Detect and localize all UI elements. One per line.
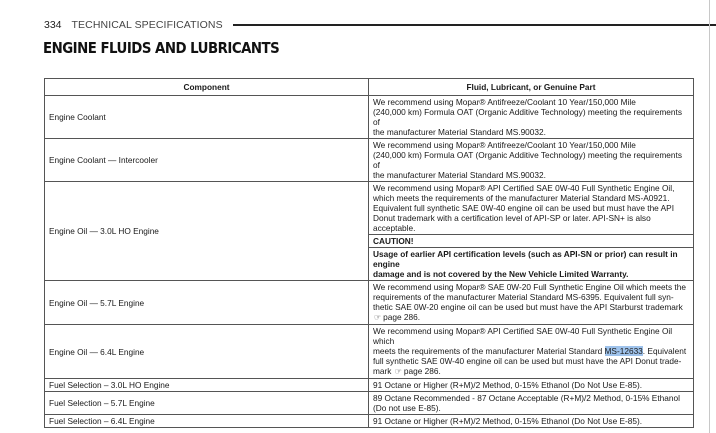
page-ref-link[interactable]: page 286. bbox=[403, 366, 441, 376]
table-header-row bbox=[45, 79, 694, 96]
component-cell: Engine Coolant bbox=[45, 96, 369, 139]
fluid-line: (240,000 km) Formula OAT (Organic Additive Technology) meeting the requirements of bbox=[373, 150, 682, 170]
page-edge-divider bbox=[709, 0, 710, 433]
fluid-line: We recommend using Mopar® SAE 0W-20 Full Synthetic Engine Oil which meets the bbox=[373, 282, 686, 292]
table-row bbox=[45, 325, 694, 379]
fluid-line: We recommend using Mopar® Antifreeze/Coolant 10 Year/150,000 Mile bbox=[373, 97, 636, 107]
table-row bbox=[45, 379, 694, 392]
header-rule bbox=[233, 24, 716, 26]
caution-line: damage and is not covered by the New Vehicle Limited Warranty. bbox=[373, 269, 629, 279]
fluid-cell bbox=[369, 325, 694, 379]
table-row bbox=[45, 139, 694, 182]
component-cell: Fuel Selection – 5.7L Engine bbox=[45, 392, 369, 415]
highlighted-standard: MS-12633 bbox=[604, 346, 643, 356]
table-row bbox=[45, 96, 694, 139]
fluid-line: (240,000 km) Formula OAT (Organic Additive Technology) meeting the requirements of bbox=[373, 107, 682, 127]
fluid-line: the manufacturer Material Standard MS.90032. bbox=[373, 127, 546, 137]
fluid-line: We recommend using Mopar® API Certified SAE 0W-40 Full Synthetic Engine Oil, bbox=[373, 183, 675, 193]
fluid-cell bbox=[369, 182, 694, 235]
component-cell: Engine Oil — 5.7L Engine bbox=[45, 281, 369, 325]
fluid-line bbox=[373, 346, 689, 356]
pointing-hand-icon: ☞ bbox=[394, 367, 402, 376]
fluid-text: mark bbox=[373, 366, 392, 376]
fluid-line: We recommend using Mopar® API Certified SAE 0W-40 Full Synthetic Engine Oil which bbox=[373, 326, 673, 346]
table-row bbox=[45, 415, 694, 428]
fluid-line: 91 Octane or Higher (R+M)/2 Method, 0-15% Ethanol (Do Not Use E-85). bbox=[373, 416, 643, 426]
fluid-cell bbox=[369, 379, 694, 392]
section-title: TECHNICAL SPECIFICATIONS bbox=[71, 19, 223, 31]
component-cell: Fuel Selection – 6.4L Engine bbox=[45, 415, 369, 428]
table-row bbox=[45, 392, 694, 415]
fluid-line: We recommend using Mopar® Antifreeze/Coolant 10 Year/150,000 Mile bbox=[373, 140, 636, 150]
page-header bbox=[44, 17, 716, 33]
fluid-cell bbox=[369, 415, 694, 428]
fluid-line: 91 Octane or Higher (R+M)/2 Method, 0-15% Ethanol (Do Not Use E-85). bbox=[373, 380, 643, 390]
fluid-cell bbox=[369, 281, 694, 325]
fluid-line: 89 Octane Recommended - 87 Octane Acceptable (R+M)/2 Method, 0-15% Ethanol bbox=[373, 393, 680, 403]
table-row bbox=[45, 281, 694, 325]
fluid-line: (Do not use E-85). bbox=[373, 403, 441, 413]
caution-text bbox=[369, 248, 694, 281]
page-reference bbox=[373, 312, 689, 323]
fluid-text: meets the requirements of the manufacturer Material Standard bbox=[373, 346, 605, 356]
fluid-cell bbox=[369, 392, 694, 415]
column-header-fluid: Fluid, Lubricant, or Genuine Part bbox=[369, 79, 694, 96]
table-row bbox=[45, 182, 694, 235]
component-cell: Engine Oil — 6.4L Engine bbox=[45, 325, 369, 379]
fluid-line bbox=[373, 366, 689, 377]
component-cell: Engine Oil — 3.0L HO Engine bbox=[45, 182, 369, 281]
pointing-hand-icon: ☞ bbox=[374, 313, 382, 322]
column-header-component: Component bbox=[45, 79, 369, 96]
fluids-table bbox=[44, 78, 694, 428]
component-cell: Engine Coolant — Intercooler bbox=[45, 139, 369, 182]
caution-label: CAUTION! bbox=[369, 235, 694, 248]
fluid-line: thetic SAE 0W-20 engine oil can be used but must have the API Starburst trademark bbox=[373, 302, 683, 312]
page-number: 334 bbox=[44, 19, 62, 31]
fluid-line: requirements of the manufacturer Material Standard MS-6395. Equivalent full syn- bbox=[373, 292, 674, 302]
fluid-line: the manufacturer Material Standard MS.90032. bbox=[373, 170, 546, 180]
fluid-line: Equivalent full synthetic SAE 0W-40 engine oil can be used but must have the API bbox=[373, 203, 675, 213]
fluid-line: acceptable. bbox=[373, 223, 416, 233]
fluid-line: Donut trademark with a certification level of API-SP or later. API-SN+ is also bbox=[373, 213, 651, 223]
caution-line: Usage of earlier API certification levels (such as API-SN or prior) can result in engine bbox=[373, 249, 678, 269]
page-title: ENGINE FLUIDS AND LUBRICANTS bbox=[43, 39, 280, 57]
fluid-line: which meets the requirements of the manufacturer Material Standard MS-A0921. bbox=[373, 193, 670, 203]
component-cell: Fuel Selection – 3.0L HO Engine bbox=[45, 379, 369, 392]
page-ref-link[interactable]: page 286. bbox=[383, 312, 421, 322]
fluid-cell bbox=[369, 139, 694, 182]
fluid-cell bbox=[369, 96, 694, 139]
fluid-line: full synthetic SAE 0W-40 engine oil can be used but must have the API Donut trade- bbox=[373, 356, 682, 366]
fluid-text: . Equivalent bbox=[642, 346, 687, 356]
